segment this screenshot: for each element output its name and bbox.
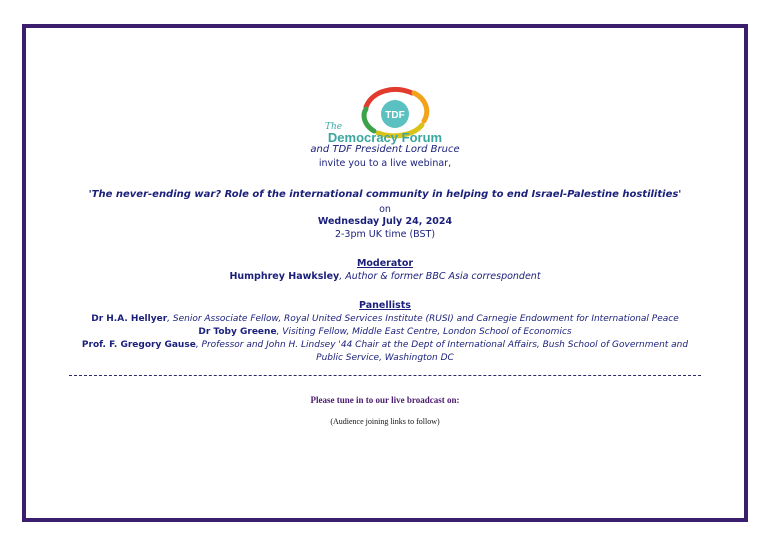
- event-time: 2-3pm UK time (BST): [334, 229, 436, 240]
- panellist-item: [26, 339, 744, 351]
- moderator-desc: , Author & former BBC Asia correspondent: [339, 271, 541, 282]
- panellist-desc: , Professor and John H. Lindsey '44 Chair at the Dept of International Affairs, Bush School of Government and: [195, 340, 689, 350]
- event-on: on: [379, 204, 391, 215]
- org-name: Democracy Forum: [327, 130, 443, 145]
- org-the: The: [325, 122, 343, 132]
- panellist-name: Dr Toby Greene: [198, 327, 277, 337]
- panellist-desc: , Visiting Fellow, Middle East Centre, London School of Economics: [276, 327, 572, 337]
- invite-line: invite you to a live webinar,: [318, 158, 452, 169]
- logo-badge-text: TDF: [385, 110, 405, 121]
- invitation-content: [26, 28, 744, 518]
- panellists-heading: Panellists: [359, 300, 411, 311]
- panellist-name: Dr H.A. Hellyer: [91, 314, 168, 324]
- dashed-divider: [69, 375, 701, 376]
- event-date: Wednesday July 24, 2024: [317, 216, 453, 227]
- page-frame: [22, 24, 748, 522]
- panellist-item: [26, 313, 744, 325]
- moderator-heading: Moderator: [356, 258, 414, 269]
- panellist-continuation: Public Service, Washington DC: [316, 353, 454, 363]
- panellist-item: [26, 326, 744, 338]
- panellist-name: Prof. F. Gregory Gause: [81, 340, 196, 350]
- president-line: and TDF President Lord Bruce: [310, 144, 460, 155]
- event-title: 'The never-ending war? Role of the international community in helping to end Israel-Palestine hostilities': [88, 189, 682, 200]
- moderator-name: Humphrey Hawksley: [229, 271, 340, 282]
- panellist-desc: , Senior Associate Fellow, Royal United Services Institute (RUSI) and Carnegie Endowment for International Peace: [167, 314, 679, 324]
- joining-links-note: (Audience joining links to follow): [330, 417, 440, 426]
- tune-in-text: Please tune in to our live broadcast on:: [310, 395, 460, 405]
- moderator-line: [26, 271, 744, 283]
